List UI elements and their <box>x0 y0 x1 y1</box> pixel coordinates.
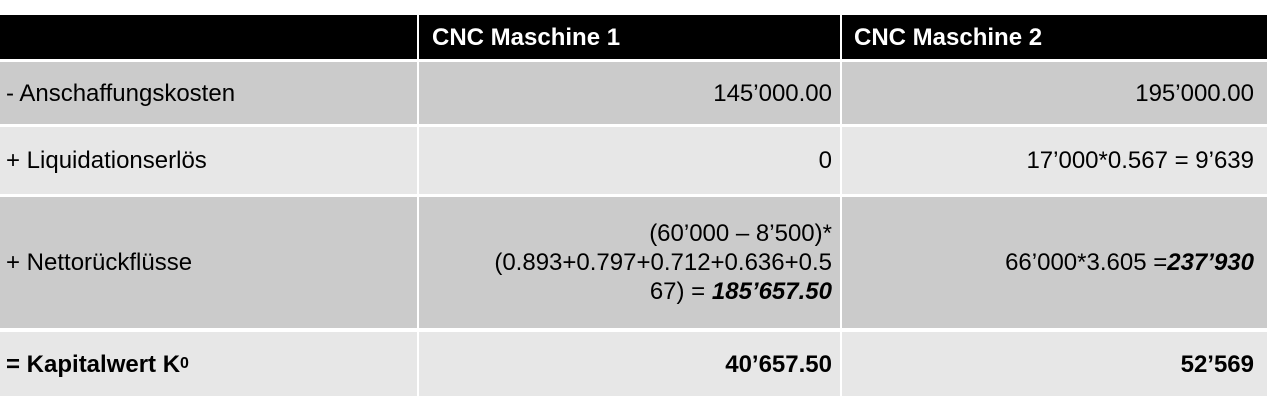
machine-1-formula-prefix: 67) = <box>649 278 712 305</box>
machine-2-formula-prefix: 66’000*3.605 = <box>1005 249 1168 276</box>
table-row-net-present-value <box>0 328 1267 396</box>
row-label: + Liquidationserlös <box>0 127 417 194</box>
header-cnc-machine-2: CNC Maschine 2 <box>842 15 1267 59</box>
machine-1-formula-line-3 <box>494 277 832 306</box>
header-cnc-machine-1: CNC Maschine 1 <box>419 15 840 59</box>
row-label: + Nettorückflüsse <box>0 197 417 328</box>
machine-1-value: 145’000.00 <box>419 62 840 124</box>
table-row-net-cash-flows <box>0 194 1267 328</box>
row-label: - Anschaffungskosten <box>0 62 417 124</box>
machine-2-value: 17’000*0.567 = 9’639 <box>842 127 1267 194</box>
table-header-row <box>0 15 1267 59</box>
machine-1-result: 185’657.50 <box>711 278 832 305</box>
machine-1-value: 0 <box>419 127 840 194</box>
machine-2-value: 52’569 <box>842 332 1267 396</box>
npv-comparison-table <box>0 15 1267 396</box>
machine-1-value: 40’657.50 <box>419 332 840 396</box>
machine-2-value <box>842 197 1267 328</box>
machine-2-value: 195’000.00 <box>842 62 1267 124</box>
table-row-liquidation-proceeds <box>0 124 1267 194</box>
machine-2-result: 237’930 <box>1167 249 1254 276</box>
machine-1-formula-line-2: (0.893+0.797+0.712+0.636+0.5 <box>494 249 832 276</box>
machine-1-value <box>419 197 840 328</box>
table-row-acquisition-costs <box>0 59 1267 124</box>
machine-1-formula-line-1: (60’000 – 8’500)* <box>649 220 832 247</box>
header-empty-cell <box>0 15 417 59</box>
row-label: = Kapitalwert K 0 <box>0 332 417 396</box>
npv-label-main: = Kapitalwert K <box>6 350 181 378</box>
